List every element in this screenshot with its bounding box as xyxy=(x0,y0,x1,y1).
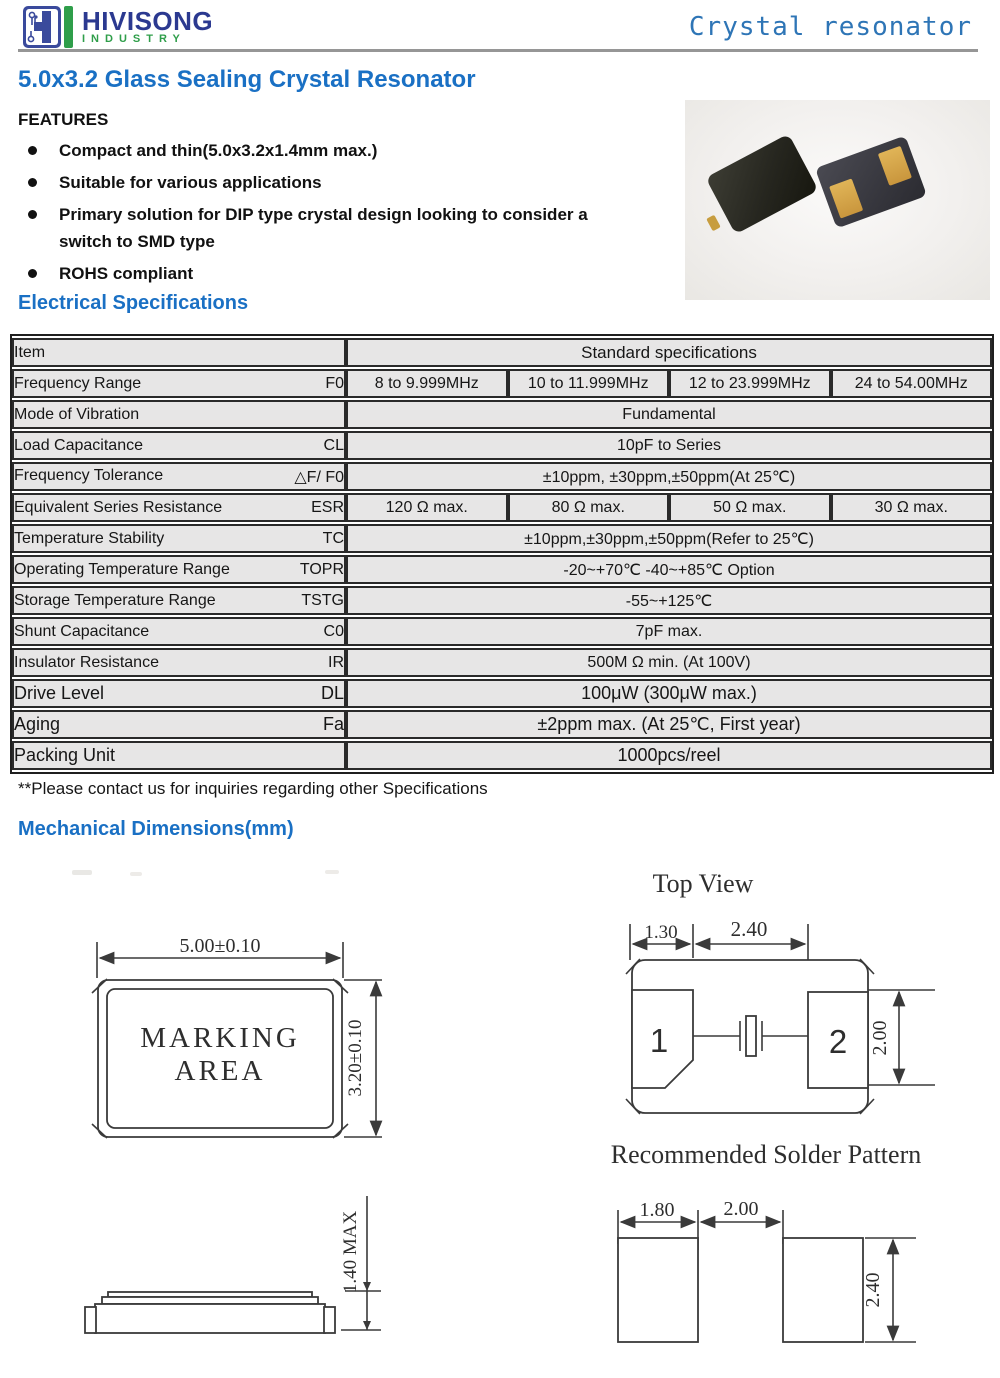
crystal-chip-top-view xyxy=(705,134,818,235)
feature-text: Compact and thin(5.0x3.2x1.4mm max.) xyxy=(59,141,378,160)
spec-value-cell: -20~+70℃ -40~+85℃ Option xyxy=(346,555,992,584)
spec-item-cell xyxy=(12,400,346,429)
spec-value-cell: 7pF max. xyxy=(346,617,992,646)
spec-row xyxy=(12,741,992,770)
spec-item-name: Load Capacitance xyxy=(14,436,143,454)
spec-row xyxy=(12,493,992,522)
dim-pad-height: 2.00 xyxy=(869,1020,891,1056)
features-list xyxy=(18,137,680,287)
spec-item-name: Frequency Range xyxy=(14,374,142,392)
page-title: 5.0x3.2 Glass Sealing Crystal Resonator xyxy=(18,66,476,93)
side-cap-left xyxy=(85,1307,96,1333)
spec-item-name: Shunt Capacitance xyxy=(14,622,150,640)
spec-row xyxy=(12,617,992,646)
top-view-title: Top View xyxy=(652,869,754,898)
electrical-specs-heading: Electrical Specifications xyxy=(18,292,249,314)
spec-note: **Please contact us for inquiries regarding other Specifications xyxy=(18,779,488,798)
solder-pattern xyxy=(611,1140,921,1342)
dim-solder-pad-height: 2.40 xyxy=(862,1272,884,1308)
spec-item-cell xyxy=(12,617,346,646)
dim-solder-gap: 2.00 xyxy=(723,1198,759,1220)
side-body xyxy=(95,1304,325,1333)
spec-value-cell: 1000pcs/reel xyxy=(346,741,992,770)
spec-item-symbol: TSTG xyxy=(301,591,344,609)
pad2-number: 2 xyxy=(828,1023,848,1060)
spec-item-name: Packing Unit xyxy=(14,745,116,765)
spec-value-cell: 10pF to Series xyxy=(346,431,992,460)
spec-item-name: Insulator Resistance xyxy=(14,653,159,671)
feature-item xyxy=(18,260,680,287)
pad1-number: 1 xyxy=(649,1022,669,1059)
spec-item-symbol: F0 xyxy=(325,374,344,392)
feature-item xyxy=(18,169,680,196)
crystal-chip-bottom-view xyxy=(815,136,927,229)
page-header xyxy=(0,0,1000,54)
solder-pad-right xyxy=(878,146,912,186)
mechanical-heading: Mechanical Dimensions(mm) xyxy=(18,818,294,840)
crystal-symbol xyxy=(746,1016,756,1056)
spec-item-cell xyxy=(12,710,346,739)
spec-item-symbol: TC xyxy=(322,529,344,547)
spec-value-cell: 80 Ω max. xyxy=(508,493,670,522)
spec-item-cell xyxy=(12,493,346,522)
scan-smudges xyxy=(72,870,339,876)
header-divider xyxy=(18,49,978,52)
spec-item-symbol: DL xyxy=(320,683,344,703)
spec-item-cell xyxy=(12,741,346,770)
features-section xyxy=(18,110,680,292)
feature-item xyxy=(18,201,680,255)
marking-area-label-1: MARKING xyxy=(140,1022,300,1054)
top-view xyxy=(626,869,935,1114)
solder-pattern-title: Recommended Solder Pattern xyxy=(610,1140,922,1169)
spec-row xyxy=(12,462,992,491)
spec-value-cell: ±10ppm, ±30ppm,±50ppm(At 25℃) xyxy=(346,462,992,491)
spec-item-name: Frequency Tolerance xyxy=(14,466,164,484)
logo-brand-text: HIVISONG xyxy=(82,5,214,36)
bullet-icon xyxy=(28,210,37,219)
company-logo-icon xyxy=(22,5,74,49)
dim-body-thickness: 1.40 MAX xyxy=(340,1210,361,1294)
dim-body-width: 5.00±0.10 xyxy=(179,935,261,957)
spec-value-cell: 30 Ω max. xyxy=(831,493,993,522)
spec-item-symbol: △F/ F0 xyxy=(294,468,344,486)
company-logo xyxy=(22,5,213,49)
spec-row xyxy=(12,431,992,460)
spec-row xyxy=(12,400,992,429)
mechanical-drawings xyxy=(0,860,1000,1378)
spec-item-name: Equivalent Series Resistance xyxy=(14,498,223,516)
solder-pad-left-outline xyxy=(618,1238,698,1342)
spec-item-symbol: CL xyxy=(323,436,344,454)
spec-value-cell: 50 Ω max. xyxy=(669,493,831,522)
marking-area-label-2: AREA xyxy=(174,1055,266,1087)
doc-type-title: Crystal resonator xyxy=(688,12,972,42)
spec-value-cell: 120 Ω max. xyxy=(346,493,508,522)
features-heading: FEATURES xyxy=(18,110,109,129)
spec-item-symbol: IR xyxy=(328,653,344,671)
spec-item-symbol: Fa xyxy=(322,714,344,734)
bullet-icon xyxy=(28,269,37,278)
spec-row xyxy=(12,524,992,553)
spec-item-name: Operating Temperature Range xyxy=(14,560,230,578)
spec-value-cell: ±2ppm max. (At 25℃, First year) xyxy=(346,710,992,739)
feature-text: ROHS compliant xyxy=(59,264,194,283)
spec-value-cell: 8 to 9.999MHz xyxy=(346,369,508,398)
spec-row xyxy=(12,710,992,739)
spec-item-cell xyxy=(12,462,346,491)
spec-item-name: Drive Level xyxy=(14,683,105,703)
feature-text: Suitable for various applications xyxy=(59,173,322,192)
spec-item-name: Temperature Stability xyxy=(14,529,165,547)
bullet-icon xyxy=(28,146,37,155)
spec-item-cell xyxy=(12,431,346,460)
spec-item-name: Aging xyxy=(14,714,61,734)
spec-item-cell xyxy=(12,524,346,553)
spec-item-name: Storage Temperature Range xyxy=(14,591,216,609)
bullet-icon xyxy=(28,178,37,187)
spec-item-name: Mode of Vibration xyxy=(14,405,140,423)
spec-row xyxy=(12,648,992,677)
feature-text: Primary solution for DIP type crystal design looking to consider a switch to SMD type xyxy=(59,205,588,251)
spec-row xyxy=(12,555,992,584)
spec-value-cell: 500M Ω min. (At 100V) xyxy=(346,648,992,677)
logo-industry-text: INDUSTRY xyxy=(82,32,186,45)
spec-item-symbol: TOPR xyxy=(299,560,344,578)
spec-value-cell: 10 to 11.999MHz xyxy=(508,369,670,398)
spec-row xyxy=(12,369,992,398)
spec-value-cell: 100μW (300μW max.) xyxy=(346,679,992,708)
side-view xyxy=(85,1196,381,1333)
dim-solder-pad-width: 1.80 xyxy=(639,1199,675,1221)
dim-pad-center: 2.40 xyxy=(730,917,768,941)
spec-item-cell xyxy=(12,679,346,708)
spec-item-cell xyxy=(12,648,346,677)
solder-pad-right-outline xyxy=(783,1238,863,1342)
spec-item-cell xyxy=(12,586,346,615)
spec-table-header-row xyxy=(12,338,992,367)
solder-pad-left xyxy=(829,178,863,218)
side-cap-right xyxy=(324,1307,335,1333)
dim-pad-width: 1.30 xyxy=(644,922,678,943)
spec-value-cell: 24 to 54.00MHz xyxy=(831,369,993,398)
product-photo xyxy=(685,100,990,300)
spec-value-cell: Fundamental xyxy=(346,400,992,429)
spec-row xyxy=(12,679,992,708)
crystal-chip-terminal xyxy=(706,215,721,232)
spec-item-cell xyxy=(12,369,346,398)
marking-view xyxy=(92,935,382,1138)
spec-value-cell: 12 to 23.999MHz xyxy=(669,369,831,398)
spec-item-cell xyxy=(12,555,346,584)
spec-header-standard: Standard specifications xyxy=(346,338,992,367)
spec-item-symbol: ESR xyxy=(311,498,344,516)
spec-value-cell: ±10ppm,±30ppm,±50ppm(Refer to 25℃) xyxy=(346,524,992,553)
spec-table xyxy=(10,334,994,774)
spec-item-symbol: C0 xyxy=(323,622,344,640)
spec-value-cell: -55~+125℃ xyxy=(346,586,992,615)
dim-body-height: 3.20±0.10 xyxy=(345,1019,366,1097)
spec-row xyxy=(12,586,992,615)
spec-header-item: Item xyxy=(12,338,346,367)
feature-item xyxy=(18,137,680,164)
